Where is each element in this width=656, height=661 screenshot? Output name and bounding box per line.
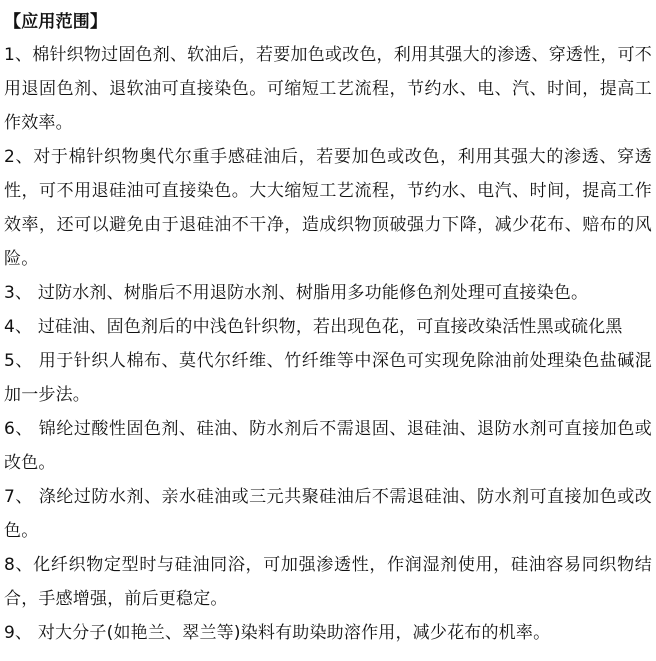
list-item-9: 9、 对大分子(如艳兰、翠兰等)染料有助染助溶作用，减少花布的机率。 <box>4 623 551 643</box>
list-item-8: 8、化纤织物定型时与硅油同浴，可加强渗透性，作润湿剂使用，硅油容易同织物结合，手感增强，前后更稳定。 <box>4 555 652 609</box>
section-heading: 【应用范围】 <box>4 12 108 32</box>
list-item-4: 4、 过硅油、固色剂后的中浅色针织物，若出现色花，可直接改染活性黑或硫化黑 <box>4 317 623 337</box>
list-item-7: 7、 涤纶过防水剂、亲水硅油或三元共聚硅油后不需退硅油、防水剂可直接加色或改色。 <box>4 487 652 541</box>
list-item-6: 6、 锦纶过酸性固色剂、硅油、防水剂后不需退固、退硅油、退防水剂可直接加色或改色。 <box>4 419 652 473</box>
list-item-5: 5、 用于针织人棉布、莫代尔纤维、竹纤维等中深色可实现免除油前处理染色盐碱混加一步法。 <box>4 351 652 405</box>
list-item-1: 1、棉针织物过固色剂、软油后，若要加色或改色，利用其强大的渗透、穿透性，可不用退固色剂、退软油可直接染色。可缩短工艺流程，节约水、电、汽、时间，提高工作效率。 <box>4 45 652 133</box>
list-item-2: 2、对于棉针织物奥代尔重手感硅油后，若要加色或改色，利用其强大的渗透、穿透性，可不用退硅油可直接染色。大大缩短工艺流程，节约水、电汽、时间，提高工作效率，还可以避免由于退硅油不干净，造成织物顶破强力下降，减少花布、赔布的风险。 <box>4 147 652 269</box>
list-item-3: 3、 过防水剂、树脂后不用退防水剂、树脂用多功能修色剂处理可直接染色。 <box>4 283 589 303</box>
